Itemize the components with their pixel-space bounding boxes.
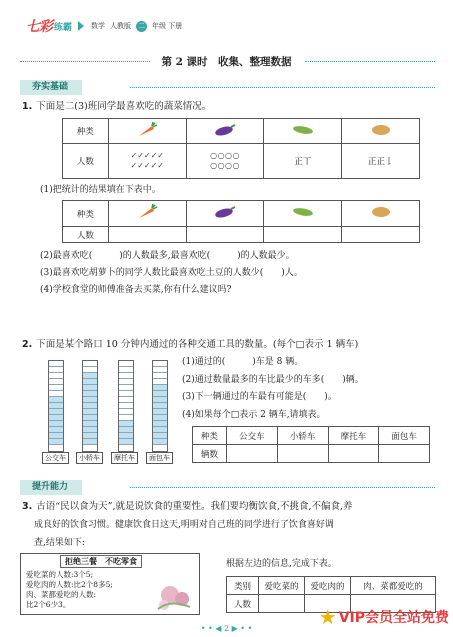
carrot-cell	[108, 119, 186, 144]
q3-stem	[22, 500, 353, 514]
q1-part1: (1)把统计的结果填在下表中。	[40, 185, 161, 195]
page-number: 2	[223, 624, 230, 633]
vip-watermark	[319, 605, 449, 629]
q1-t1-count-label: 人数	[63, 144, 109, 179]
q3-answer-veg[interactable]	[259, 595, 305, 613]
bean-tally: 正丅	[264, 144, 342, 179]
q3-row-label: 人数	[227, 595, 259, 613]
q2-answer-table	[192, 426, 430, 463]
potato-icon	[370, 205, 392, 219]
flower-decoration-icon	[150, 575, 198, 613]
q3-head-veg: 爱吃菜的	[259, 577, 305, 595]
q2-answer-van[interactable]	[379, 445, 430, 463]
q2-answer-car[interactable]	[277, 445, 328, 463]
q2-answer-motorbike[interactable]	[328, 445, 379, 463]
brand	[26, 16, 182, 36]
q1-t2-count-label: 人数	[63, 227, 109, 243]
page-footer: • • ◀ 2 ▶ • •	[200, 624, 253, 633]
carrot-tally: ✓✓✓✓✓ ✓✓✓✓✓	[108, 144, 186, 179]
lesson-title: 第 2 课时 收集、整理数据	[161, 56, 292, 68]
q3-text-2: 成良好的饮食习惯。健康饮食日这天,明明对自己班的同学进行了饮食喜好调	[34, 520, 334, 530]
bar-van	[152, 360, 168, 452]
answer-cell-eggplant[interactable]	[186, 227, 264, 243]
q2-head-bus: 公交车	[227, 427, 278, 445]
q3-text-3: 查,结果如下:	[34, 538, 85, 548]
book-info	[78, 21, 182, 32]
grade-badge: 二	[138, 22, 146, 30]
green-bean-icon	[291, 206, 315, 218]
q1-number: 1.	[22, 101, 33, 112]
section-advanced	[20, 480, 435, 495]
q2-part4: (4)如果每个□表示 2 辆车,请填表。	[182, 410, 326, 420]
q2-head-car: 小轿车	[277, 427, 328, 445]
survey-note-text: 爱吃菜的人数:3个5; 爱吃肉的人数:比2个8多5; 肉、菜都爱吃的人数: 比2个6少3。	[26, 570, 113, 609]
eggplant-cell	[186, 119, 264, 144]
pictograph-cell	[83, 439, 97, 445]
q2-head-van: 面包车	[379, 427, 430, 445]
q1-text: 下面是二(3)班同学最喜欢吃的蔬菜情况。	[36, 101, 212, 112]
section-divider	[130, 487, 435, 488]
pictograph-cell	[119, 439, 133, 445]
section-basic-label: 夯实基础	[20, 80, 82, 95]
q1-answer-table	[62, 200, 420, 243]
q1-part4: (4)学校食堂的师傅准备去买菜,你有什么建议吗?	[40, 285, 232, 295]
q2-text: 下面是某个路口 10 分钟内通过的各种交通工具的数量。(每个□表示 1 辆车)	[36, 339, 359, 350]
q2-part2: (2)通过数量最多的车比最少的车多( )辆。	[182, 375, 364, 385]
q2-part3: (3)下一辆通过的车最有可能是( )。	[182, 392, 337, 402]
q3-head-both: 肉、菜都爱吃的	[351, 577, 436, 595]
q2-answer-bus[interactable]	[227, 445, 278, 463]
bar-bus	[48, 360, 64, 452]
answer-cell-bean[interactable]	[264, 227, 342, 243]
bar-label-car: 小轿车	[76, 452, 103, 464]
q1-t1-kind-label: 种类	[63, 119, 109, 144]
brand-logo: 七彩	[26, 19, 52, 35]
bar-label-bus: 公交车	[42, 452, 69, 464]
bar-motorbike	[118, 360, 134, 452]
q2-stem	[22, 338, 358, 352]
q3-head-kind: 类别	[227, 577, 259, 595]
q1-t2-kind-label: 种类	[63, 201, 109, 227]
pictograph-cell	[153, 439, 167, 445]
q2-part1: (1)通过的( )车是 8 辆。	[182, 357, 304, 367]
subject: 数学	[91, 22, 106, 30]
section-divider	[130, 87, 435, 88]
brand-sub: 练霸	[54, 22, 73, 33]
carrot-icon	[136, 121, 158, 139]
bean-cell	[264, 119, 342, 144]
section-advanced-label: 提升能力	[20, 480, 82, 495]
lesson-title-row	[0, 54, 453, 68]
vehicle-pictograph	[40, 360, 180, 465]
potato-icon	[370, 123, 392, 137]
edition: 人教版	[110, 22, 132, 30]
section-basic	[20, 80, 435, 95]
potato-tally: 正正𠄌	[342, 144, 420, 179]
q1-part3: (3)最喜欢吃胡萝卜的同学人数比最喜欢吃土豆的人数少( )人。	[40, 268, 303, 278]
eggplant-tally: ○○○○ ○○○○	[186, 144, 264, 179]
q3-head-meat: 爱吃肉的	[305, 577, 351, 595]
q2-number: 2.	[22, 339, 33, 350]
q2-head-motorbike: 摩托车	[328, 427, 379, 445]
q1-stem	[22, 100, 211, 114]
star-icon: ★	[318, 605, 337, 629]
bar-label-van: 面包车	[146, 452, 173, 464]
page-header	[0, 0, 453, 42]
green-bean-icon	[291, 124, 315, 136]
answer-cell-carrot[interactable]	[108, 227, 186, 243]
q3-right-text: 根据左边的信息,完成下表。	[226, 559, 337, 569]
q2-head-kind: 种类	[193, 427, 227, 445]
bar-car	[82, 360, 98, 452]
eggplant-icon	[213, 205, 237, 219]
answer-cell-potato[interactable]	[342, 227, 420, 243]
pictograph-cell	[49, 439, 63, 445]
grade-text: 年级 下册	[152, 22, 183, 30]
q1-part2: (2)最喜欢吃( )的人数最多,最喜欢吃( )的人数最少。	[40, 251, 295, 261]
chevron-right-icon	[78, 21, 84, 31]
q3-number: 3.	[22, 501, 33, 512]
bar-label-motorbike: 摩托车	[111, 452, 138, 464]
potato-cell	[342, 119, 420, 144]
q3-text-1: 古语“民以食为天”,就是说饮食的重要性。我们要均衡饮食,不挑食,不偏食,养	[36, 501, 353, 512]
survey-note-title: 拒绝三餐 不吃零食	[60, 555, 142, 568]
q2-row-label: 辆数	[193, 445, 227, 463]
q1-tally-table	[62, 118, 420, 179]
carrot-icon	[136, 203, 158, 221]
eggplant-icon	[213, 123, 237, 137]
vip-watermark-text: VIP会员全站免费	[338, 610, 449, 626]
